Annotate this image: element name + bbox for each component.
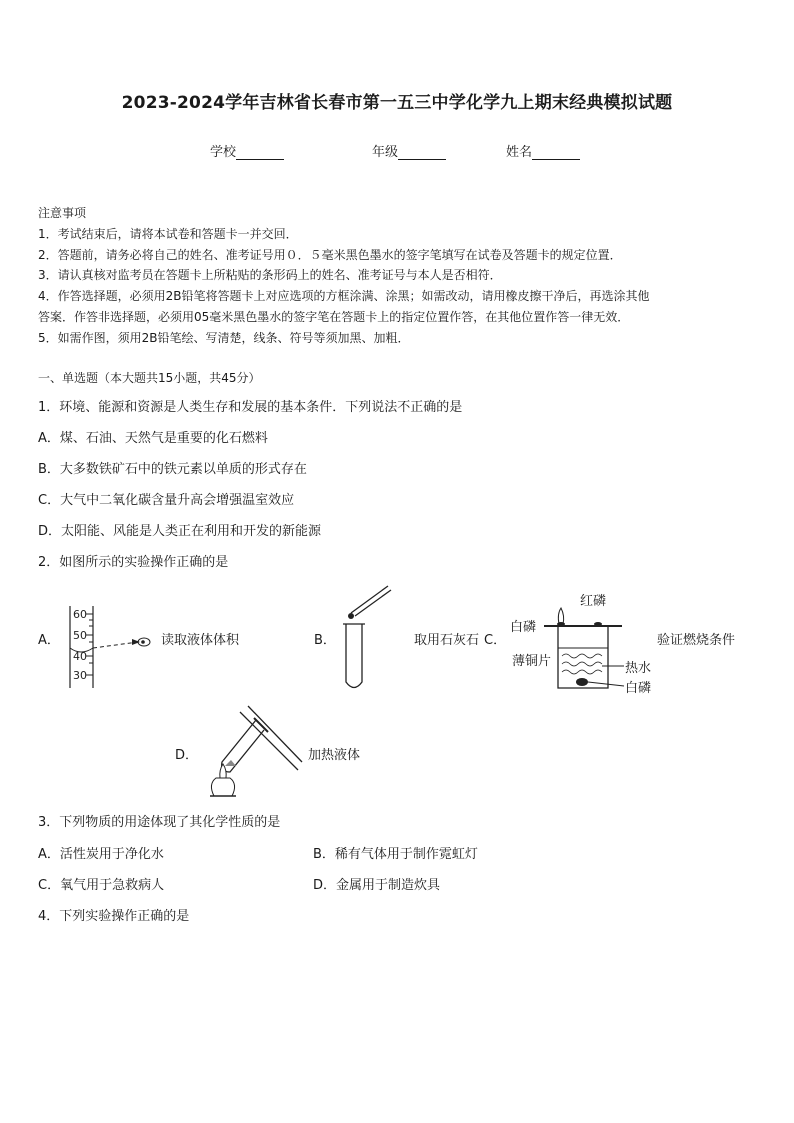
grade-label: 年级 [372, 145, 399, 160]
test-tube-figure [336, 582, 398, 696]
question-3-stem: 3．下列物质的用途体现了其化学性质的是 [38, 815, 281, 830]
question-2-stem: 2．如图所示的实验操作正确的是 [38, 555, 229, 570]
question-1-option-c: C．大气中二氧化碳含量升高会增强温室效应 [38, 493, 295, 508]
grade-field [372, 141, 446, 160]
note-item: 答案．作答非选择题，必须用05毫米黑色墨水的签字笔在答题卡上的指定位置作答，在其他位置作答一律无效． [38, 310, 630, 324]
cylinder-tick-label: 60 [73, 608, 87, 621]
question-3-option-a: A．活性炭用于净化水 [38, 847, 164, 862]
label-white-phosphorus-bottom: 白磷 [625, 681, 652, 696]
note-item: 5．如需作图，须用2B铅笔绘、写清楚，线条、符号等须加黑、加粗． [38, 331, 410, 345]
note-item: 1．考试结束后，请将本试卷和答题卡一并交回． [38, 227, 298, 241]
question-1-option-d: D．太阳能、风能是人类正在利用和开发的新能源 [38, 524, 322, 539]
note-item: 2．答题前，请务必将自己的姓名、准考证号用０．５毫米黑色墨水的签字笔填写在试卷及答题卡的规定位置． [38, 248, 622, 262]
question-1-stem: 1．环境、能源和资源是人类生存和发展的基本条件．下列说法不正确的是 [38, 400, 463, 415]
label-white-phosphorus-top: 白磷 [510, 620, 537, 635]
label-red-phosphorus: 红磷 [580, 594, 607, 609]
question-3-option-c: C．氧气用于急救病人 [38, 878, 165, 893]
question-1-option-b: B．大多数铁矿石中的铁元素以单质的形式存在 [38, 462, 307, 477]
cylinder-tick-label: 30 [73, 669, 87, 682]
school-field [210, 141, 284, 160]
fig-a-caption: 读取液体体积 [161, 633, 240, 648]
grade-blank [398, 146, 446, 160]
fig-a-letter: A． [38, 633, 60, 648]
school-label: 学校 [210, 145, 237, 160]
fig-c-letter: C． [484, 633, 507, 648]
combustion-beaker-figure [540, 604, 630, 694]
fig-d-caption: 加热液体 [308, 748, 361, 763]
notes-heading: 注意事项 [38, 206, 87, 220]
name-label: 姓名 [506, 145, 533, 160]
question-3-option-b: B．稀有气体用于制作霓虹灯 [313, 847, 478, 862]
heating-liquid-figure [198, 700, 308, 804]
label-hot-water: 热水 [625, 661, 652, 676]
fig-b-letter: B． [314, 633, 336, 648]
fig-d-letter: D． [175, 748, 199, 763]
cylinder-tick-label: 50 [73, 629, 87, 642]
section-title: 一、单选题（本大题共15小题，共45分） [38, 371, 261, 385]
page-title: 2023-2024学年吉林省长春市第一五三中学化学九上期末经典模拟试题 [121, 93, 673, 113]
fig-b-caption: 取用石灰石 [414, 633, 480, 648]
name-field [506, 141, 580, 160]
fig-c-caption: 验证燃烧条件 [657, 633, 736, 648]
graduated-cylinder-figure [60, 602, 160, 690]
school-blank [236, 146, 284, 160]
name-blank [532, 146, 580, 160]
question-4-stem: 4．下列实验操作正确的是 [38, 909, 190, 924]
question-3-option-d: D．金属用于制造炊具 [313, 878, 441, 893]
cylinder-tick-label: 40 [73, 650, 87, 663]
note-item: 4．作答选择题，必须用2B铅笔将答题卡上对应选项的方框涂满、涂黑；如需改动，请用橡皮擦干净后，再选涂其他 [38, 289, 650, 303]
note-item: 3．请认真核对监考员在答题卡上所粘贴的条形码上的姓名、准考证号与本人是否相符． [38, 268, 502, 282]
question-1-option-a: A．煤、石油、天然气是重要的化石燃料 [38, 431, 268, 446]
label-copper-sheet: 薄铜片 [512, 654, 552, 669]
